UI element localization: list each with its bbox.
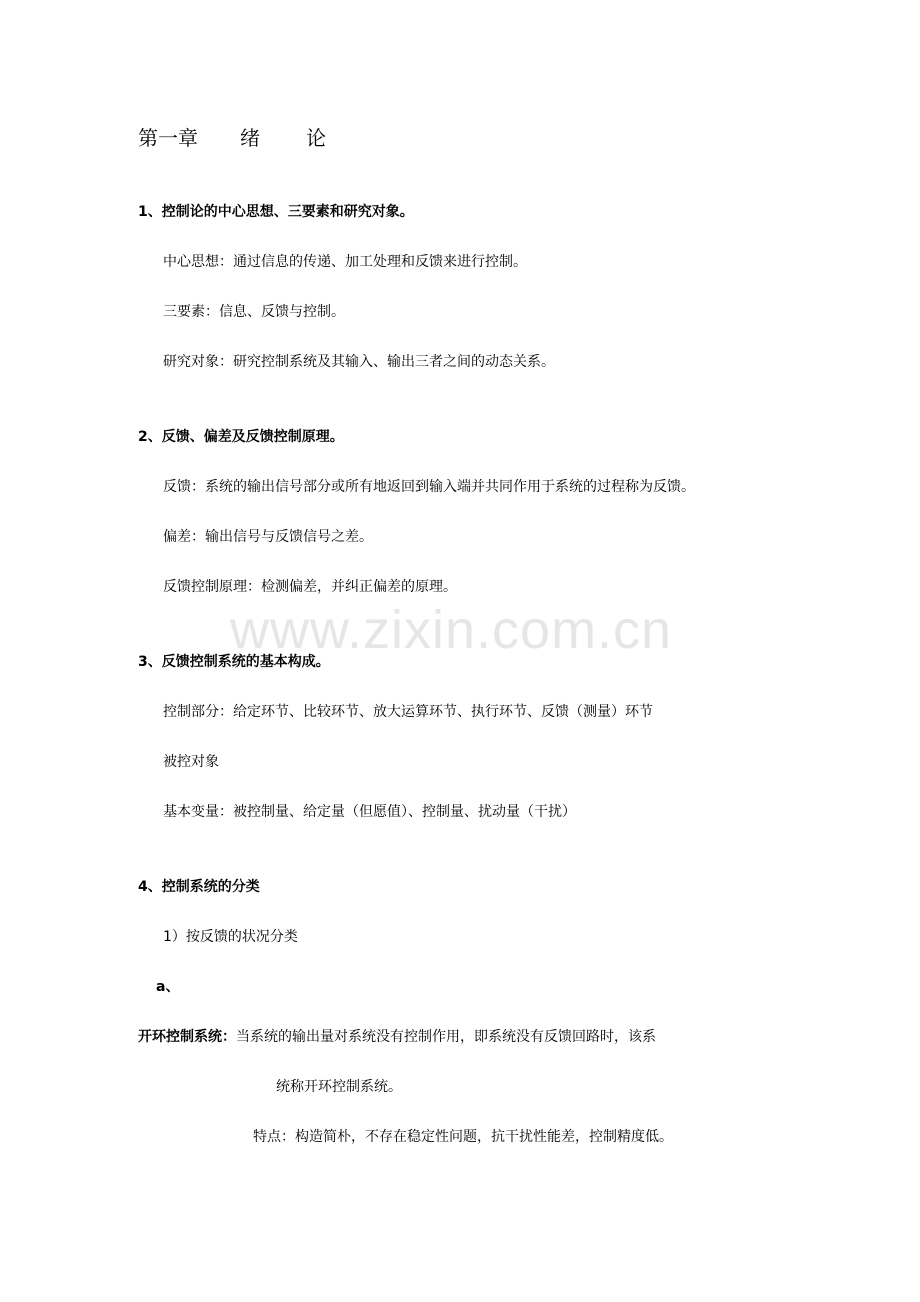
- chapter-title-char-2: 论: [306, 126, 326, 150]
- item-a-label: a、: [156, 979, 180, 995]
- section-4-heading: 4、控制系统的分类: [138, 879, 260, 895]
- section-3-line-1: 控制部分：给定环节、比较环节、放大运算环节、执行环节、反馈（测量）环节: [163, 704, 653, 720]
- section-2-line-1: 反馈：系统的输出信号部分或所有地返回到输入端并共同作用于系统的过程称为反馈。: [163, 479, 695, 495]
- section-1-line-3: 研究对象：研究控制系统及其输入、输出三者之间的动态关系。: [163, 354, 555, 370]
- section-2-line-2: 偏差：输出信号与反馈信号之差。: [163, 529, 373, 545]
- section-3-line-2: 被控对象: [163, 754, 219, 770]
- open-loop-features: 特点：构造简朴，不存在稳定性问题，抗干扰性能差，控制精度低。: [253, 1129, 673, 1145]
- section-1-line-2: 三要素：信息、反馈与控制。: [163, 304, 345, 320]
- open-loop-definition: [138, 1028, 656, 1046]
- chapter-title: [138, 126, 326, 150]
- section-2-line-3: 反馈控制原理：检测偏差，并纠正偏差的原理。: [163, 579, 457, 595]
- section-2-heading: 2、反馈、偏差及反馈控制原理。: [138, 429, 344, 445]
- chapter-number: 第一章: [138, 126, 198, 150]
- section-1-line-1: 中心思想：通过信息的传递、加工处理和反馈来进行控制。: [163, 254, 527, 270]
- section-4-subheading: 1）按反馈的状况分类: [163, 929, 298, 945]
- section-3-line-3: 基本变量：被控制量、给定量（但愿值）、控制量、扰动量（干扰）: [163, 804, 576, 820]
- section-3-heading: 3、反馈控制系统的基本构成。: [138, 654, 330, 670]
- watermark: www.zixin.com.cn: [230, 600, 673, 660]
- open-loop-definition-text-2: 统称开环控制系统。: [276, 1079, 402, 1095]
- open-loop-definition-text-1: 当系统的输出量对系统没有控制作用，即系统没有反馈回路时，该系: [236, 1029, 656, 1045]
- chapter-title-char-1: 绪: [240, 126, 260, 150]
- section-1-heading: 1、控制论的中心思想、三要素和研究对象。: [138, 204, 414, 220]
- open-loop-term: 开环控制系统：: [138, 1029, 236, 1045]
